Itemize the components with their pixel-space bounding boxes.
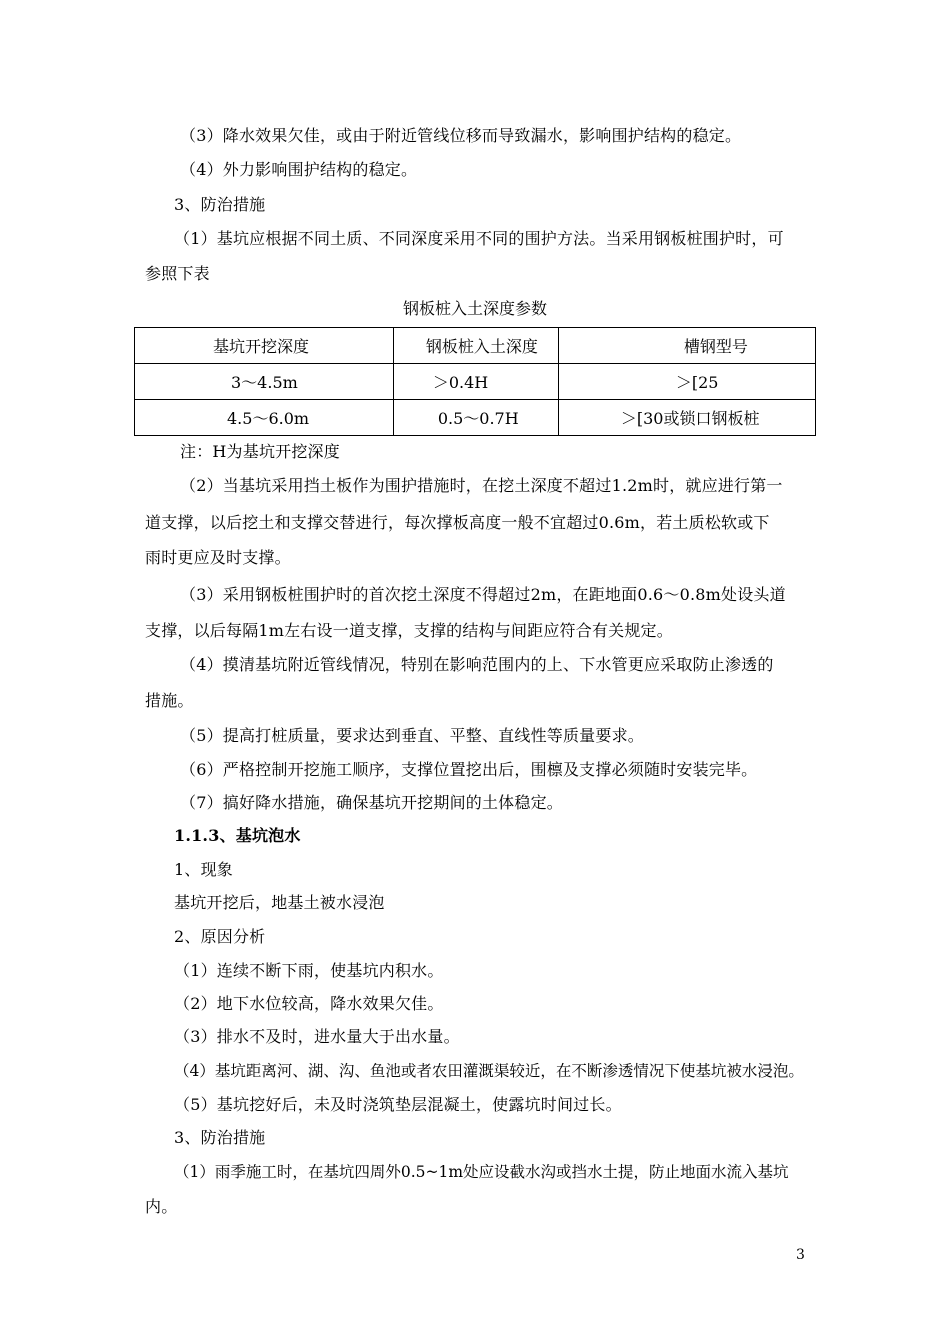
table-caption: 钢板桩入土深度参数 [402,299,547,318]
table-cell: 3～4.5m [135,364,394,400]
page-number: 3 [796,1247,805,1263]
table-row [135,400,816,436]
paragraph: 内。 [145,1197,178,1216]
paragraph: 措施。 [145,691,194,710]
paragraph: 3、防治措施 [174,1128,266,1147]
paragraph: （3）采用钢板桩围护时的首次挖土深度不得超过2m，在距地面0.6～0.8m处设头道 [180,585,786,604]
paragraph: （1）雨季施工时，在基坑四周外0.5~1m处应设截水沟或挡水土提，防止地面水流入基坑 [174,1163,789,1181]
paragraph: （1）连续不断下雨，使基坑内积水。 [174,961,444,980]
paragraph: 1、现象 [174,860,233,879]
section-heading: 1.1.3、基坑泡水 [174,826,301,845]
paragraph: （4）摸清基坑附近管线情况，特别在影响范围内的上、下水管更应采取防止渗透的 [180,655,774,674]
table-note: 注：H为基坑开挖深度 [180,442,340,461]
paragraph: （3）降水效果欠佳，或由于附近管线位移而导致漏水，影响围护结构的稳定。 [180,126,742,145]
table-header-cell: 槽钢型号 [558,328,815,364]
paragraph: （5）提高打桩质量，要求达到垂直、平整、直线性等质量要求。 [180,726,644,745]
table-cell: 0.5～0.7H [393,400,558,436]
table-header-row [135,328,816,364]
table-cell: ＞[30或锁口钢板桩 [558,400,815,436]
table-row [135,364,816,400]
table-header-cell: 基坑开挖深度 [135,328,394,364]
paragraph: （2）地下水位较高，降水效果欠佳。 [174,994,444,1013]
table-cell: 4.5～6.0m [135,400,394,436]
table-cell: ＞[25 [558,364,815,400]
paragraph: （6）严格控制开挖施工顺序，支撑位置挖出后，围檩及支撑必须随时安装完毕。 [180,760,758,779]
table-cell: ＞0.4H [393,364,558,400]
paragraph: 3、防治措施 [174,195,266,214]
parameter-table [134,327,816,436]
paragraph: （3）排水不及时，进水量大于出水量。 [174,1027,460,1046]
paragraph: 参照下表 [145,264,210,283]
paragraph: 雨时更应及时支撑。 [145,548,291,567]
paragraph: （2）当基坑采用挡土板作为围护措施时，在挖土深度不超过1.2m时，就应进行第一 [180,476,783,495]
paragraph: 支撑，以后每隔1m左右设一道支撑，支撑的结构与间距应符合有关规定。 [145,621,673,640]
table-header-cell: 钢板桩入土深度 [393,328,558,364]
paragraph: （7）搞好降水措施，确保基坑开挖期间的土体稳定。 [180,793,563,812]
paragraph: （4）外力影响围护结构的稳定。 [180,160,418,179]
paragraph: （5）基坑挖好后，未及时浇筑垫层混凝土，使露坑时间过长。 [174,1095,622,1114]
paragraph: 道支撑，以后挖土和支撑交替进行，每次撑板高度一般不宜超过0.6m，若土质松软或下 [145,513,770,532]
paragraph: 2、原因分析 [174,927,266,946]
paragraph: 基坑开挖后，地基土被水浸泡 [174,893,385,912]
paragraph: （4）基坑距离河、湖、沟、鱼池或者农田灌溉渠较近，在不断渗透情况下使基坑被水浸泡。 [174,1062,804,1080]
paragraph: （1）基坑应根据不同土质、不同深度采用不同的围护方法。当采用钢板桩围护时，可 [174,229,784,248]
